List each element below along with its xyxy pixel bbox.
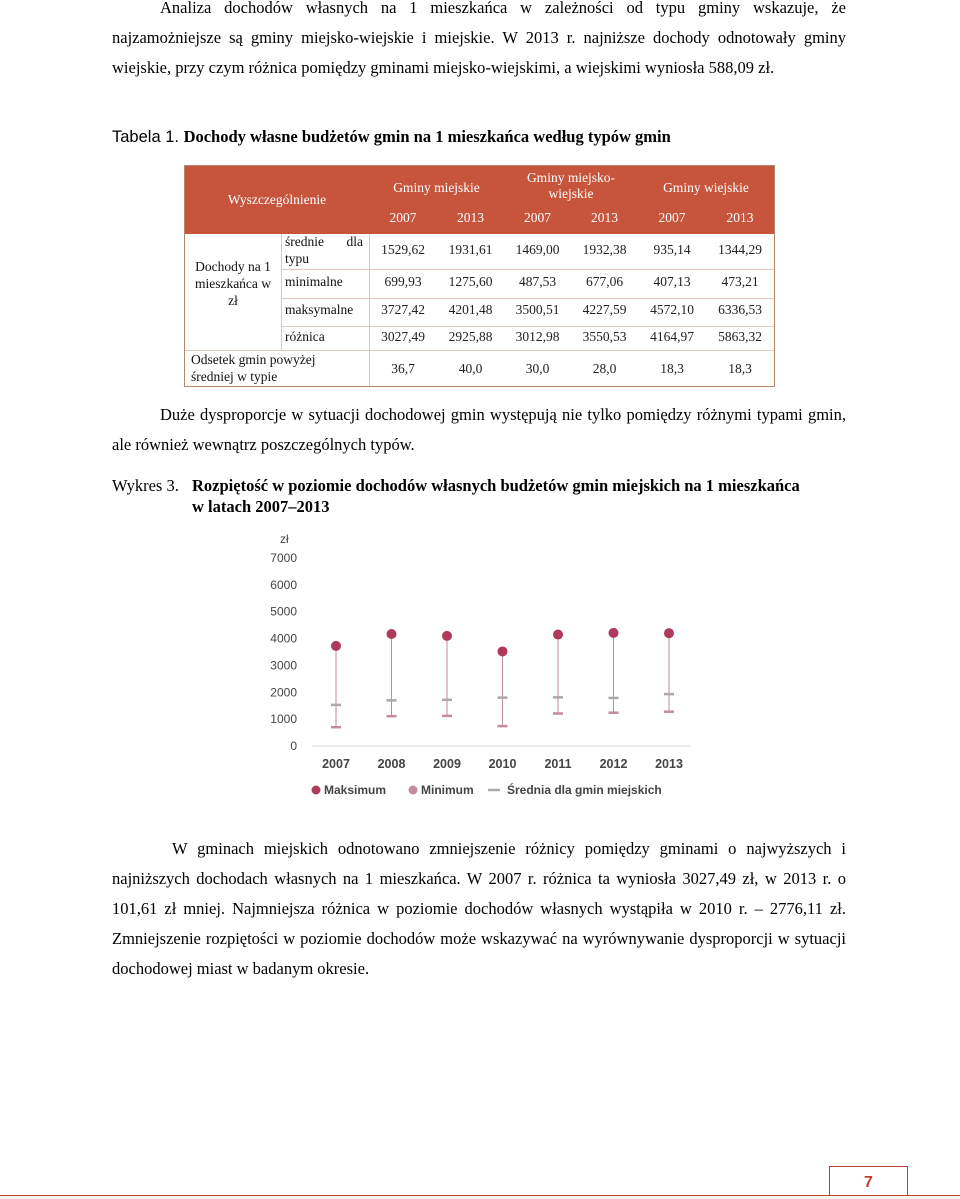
table-cell: 935,14: [653, 242, 691, 257]
legend-min-marker: [409, 786, 418, 795]
x-tick-label: 2013: [655, 757, 683, 771]
figure-caption-line2: w latach 2007–2013: [192, 497, 330, 516]
table-cell: 1932,38: [582, 242, 627, 257]
table-cell: 4164,97: [650, 329, 694, 344]
table-cell: 36,7: [391, 361, 415, 376]
row-label: minimalne: [285, 274, 343, 289]
legend-label: Minimum: [421, 783, 474, 797]
table-cell: 6336,53: [718, 302, 762, 317]
y-tick-label: 1000: [270, 712, 297, 727]
max-point: [553, 630, 563, 640]
x-tick-label: 2009: [433, 757, 461, 771]
row-label: różnica: [285, 329, 325, 344]
header-group-mixed: Gminy miejsko-wiejskie: [526, 170, 616, 201]
y-tick-label: 0: [290, 739, 297, 753]
figure-caption-prefix: Wykres 3.: [112, 476, 179, 495]
header-year: 2007: [524, 210, 551, 225]
legend-label: Maksimum: [324, 783, 387, 797]
table-cell: 4201,48: [448, 302, 493, 317]
figure-caption-line1: Rozpiętość w poziomie dochodów własnych budżetów gmin miejskich na 1 mieszkańca: [192, 476, 800, 495]
range-chart: [250, 530, 690, 810]
table-cell: 28,0: [592, 361, 617, 376]
max-point: [498, 646, 508, 656]
table-cell: 3027,49: [381, 329, 425, 344]
x-tick-label: 2008: [377, 757, 406, 771]
table-cell: 677,06: [585, 274, 624, 289]
table-cell: 487,53: [518, 274, 557, 289]
table-caption-title: Dochody własne budżetów gmin na 1 mieszkańca według typów gmin: [183, 127, 671, 146]
table-cell: 3012,98: [515, 329, 560, 344]
table-cell: 1469,00: [515, 242, 560, 257]
max-point: [331, 641, 341, 651]
row-label: maksymalne: [285, 302, 354, 317]
table-caption: [112, 127, 671, 147]
intro-paragraph: Analiza dochodów własnych na 1 mieszkańca w zależności od typu gminy wskazuje, że najzamożniejsze są gminy miejsko-wiejskie i miejskie. W 2013 r. najniższe dochody odnotowały gminy wiejskie, przy czym różnica pomiędzy gminami miejsko-wiejskimi, a wiejskimi wyniosła 588,09 zł.: [112, 0, 846, 77]
table-cell: 5863,32: [718, 329, 762, 344]
table-cell: 699,93: [384, 274, 422, 289]
header-year: 2013: [457, 210, 484, 225]
header-year: 2007: [658, 210, 686, 225]
max-point: [442, 631, 452, 641]
header-year: 2007: [389, 210, 417, 225]
y-tick-label: 5000: [270, 604, 297, 619]
table-cell: 1344,29: [718, 242, 762, 257]
row-group-label: Dochody na 1 mieszkańca w zł: [194, 259, 272, 308]
table-cell: 3550,53: [582, 329, 627, 344]
legend-label: Średnia dla gmin miejskich: [507, 783, 662, 797]
table-cell: 2925,88: [448, 329, 493, 344]
table-cell: 18,3: [660, 361, 684, 376]
table-cell: 407,13: [653, 274, 691, 289]
x-tick-label: 2010: [488, 757, 517, 771]
header-year: 2013: [726, 210, 754, 225]
y-tick-label: 2000: [270, 685, 297, 700]
table-caption-prefix: Tabela 1.: [112, 128, 184, 146]
legend-max-marker: [312, 786, 321, 795]
page-number: 7: [829, 1166, 908, 1196]
table-cell: 1275,60: [448, 274, 493, 289]
paragraph-3: W gminach miejskich odnotowano zmniejszenie różnicy pomiędzy gminami o najwyższych i najniższych dochodach własnych na 1 mieszkańca. W 2007 r. różnica ta wyniosła 3027,49 zł, w 2013 r. o 101,61 zł mniej. Najmniejsza różnica w poziomie dochodów własnych wystąpiła w 2010 r. – 2776,11 zł. Zmniejszenie rozpiętości w poziomie dochodów może wskazywać na wyrównywanie dysproporcji w sytuacji dochodowej miast w badanym okresie.: [112, 839, 846, 978]
table-cell: 3500,51: [515, 302, 560, 317]
x-tick-label: 2012: [599, 757, 628, 771]
header-group-rural: Gminy wiejskie: [663, 180, 749, 195]
table-cell: 3727,42: [381, 302, 425, 317]
max-point: [664, 628, 674, 638]
row-label: średnie dla typu: [285, 234, 363, 266]
y-tick-label: 6000: [270, 577, 297, 592]
table-cell: 1529,62: [381, 242, 425, 257]
table-cell: 18,3: [728, 361, 752, 376]
header-year: 2013: [591, 210, 618, 225]
x-tick-label: 2007: [322, 757, 350, 771]
header-label: Wyszczególnienie: [227, 192, 327, 207]
header-group-urban: Gminy miejskie: [393, 180, 480, 195]
y-axis-label: zł: [280, 532, 289, 546]
table-cell: 4227,59: [582, 302, 627, 317]
table-cell: 1931,61: [448, 242, 493, 257]
table-cell: 40,0: [458, 361, 483, 376]
table-cell: 4572,10: [650, 302, 694, 317]
max-point: [609, 628, 619, 638]
x-tick-label: 2011: [544, 757, 572, 771]
last-row-label: Odsetek gmin powyżej średniej w typie: [191, 352, 316, 384]
max-point: [387, 629, 397, 639]
y-tick-label: 4000: [270, 631, 297, 646]
y-tick-label: 3000: [270, 658, 297, 673]
y-tick-label: 7000: [270, 551, 297, 565]
table-cell: 473,21: [721, 274, 759, 289]
paragraph-2: Duże dysproporcje w sytuacji dochodowej gmin występują nie tylko pomiędzy różnymi typami gmin, ale również wewnątrz poszczególnych typów.: [112, 405, 846, 454]
table-cell: 30,0: [525, 361, 550, 376]
income-table: [184, 165, 775, 387]
